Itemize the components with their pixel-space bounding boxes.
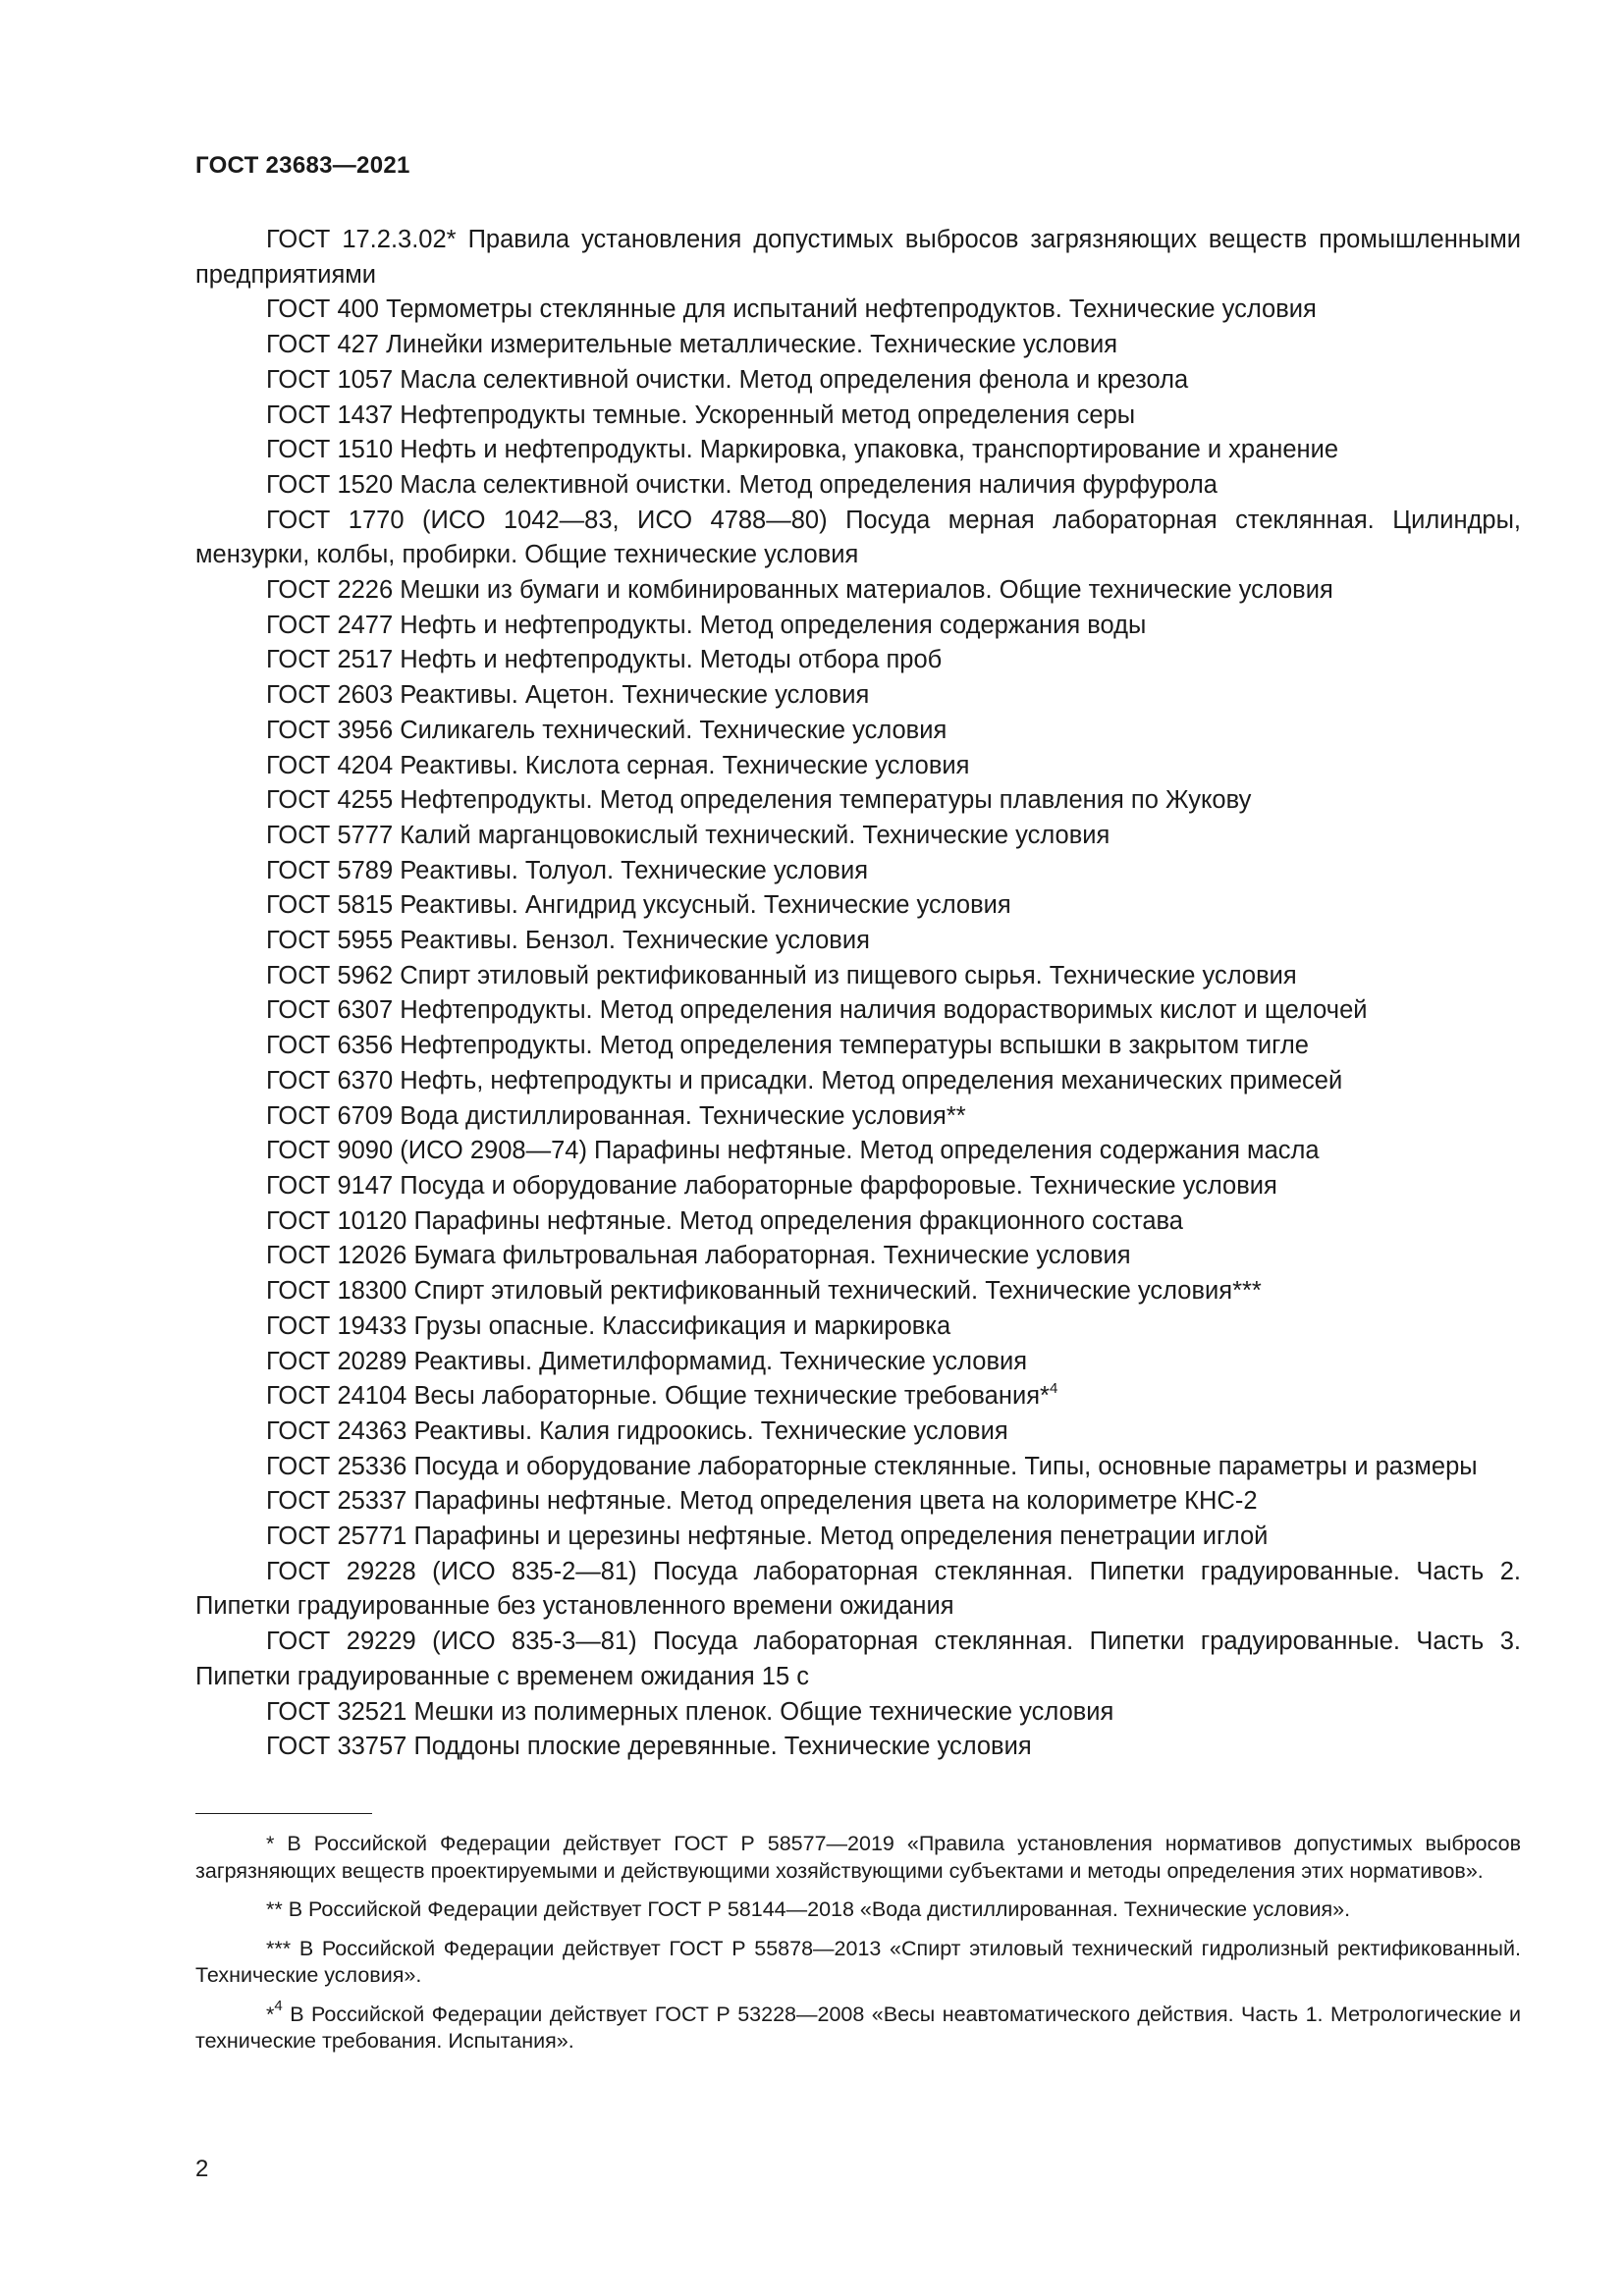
reference-item <box>195 854 1521 889</box>
reference-code: ГОСТ 25336 <box>266 1452 407 1480</box>
reference-title: Нефтепродукты темные. Ускоренный метод определения серы <box>400 400 1136 429</box>
reference-code: ГОСТ 6370 <box>266 1066 394 1095</box>
reference-title: Силикагель технический. Технические условия <box>400 716 947 744</box>
reference-title: Правила установления допустимых выбросов загрязняющих веществ промышленными предприятиями <box>195 226 1521 289</box>
reference-code: ГОСТ 1770 (ИСО 1042—83, ИСО 4788—80) <box>266 506 828 534</box>
reference-item <box>195 1274 1521 1309</box>
reference-code: ГОСТ 5777 <box>266 821 394 849</box>
footnote-text: В Российской Федерации действует ГОСТ Р 58144—2018 «Вода дистиллированная. Технические условия». <box>288 1897 1351 1921</box>
reference-item <box>195 293 1521 328</box>
reference-item <box>195 1309 1521 1345</box>
reference-code: ГОСТ 24104 <box>266 1382 407 1411</box>
reference-title: Нефтепродукты. Метод определения температуры плавления по Жукову <box>400 786 1252 815</box>
reference-title: Посуда лабораторная стеклянная. Пипетки градуированные. Часть 2. Пипетки градуированные без установленного времени ожидания <box>195 1557 1521 1621</box>
reference-code: ГОСТ 25771 <box>266 1522 407 1551</box>
reference-item <box>195 1134 1521 1169</box>
reference-code: ГОСТ 29229 (ИСО 835-3—81) <box>266 1628 637 1656</box>
reference-title: Термометры стеклянные для испытаний нефтепродуктов. Технические условия <box>386 295 1317 324</box>
footnote-text: В Российской Федерации действует ГОСТ Р 55878—2013 «Спирт этиловый технический гидролизный ректификованный. Технические условия». <box>195 1936 1521 1987</box>
reference-item <box>195 819 1521 854</box>
reference-title: Парафины и церезины нефтяные. Метод определения пенетрации иглой <box>413 1522 1269 1551</box>
normative-references-list <box>195 223 1521 1765</box>
reference-title: Мешки из бумаги и комбинированных материалов. Общие технические условия <box>400 576 1333 605</box>
reference-title: Спирт этиловый ректификованный технический. Технические условия*** <box>413 1277 1262 1306</box>
reference-code: ГОСТ 6709 <box>266 1101 394 1130</box>
reference-item <box>195 573 1521 609</box>
reference-code: ГОСТ 24363 <box>266 1416 407 1445</box>
footnote-text: В Российской Федерации действует ГОСТ Р 53228—2008 «Весы неавтоматического действия. Часть 1. Метрологические и технические требования. Испытания». <box>195 2002 1521 2053</box>
reference-code: ГОСТ 5962 <box>266 961 394 989</box>
reference-code: ГОСТ 2603 <box>266 681 394 710</box>
reference-title: Спирт этиловый ректификованный из пищевого сырья. Технические условия <box>400 961 1297 989</box>
reference-code: ГОСТ 19433 <box>266 1311 407 1340</box>
reference-title: Линейки измерительные металлические. Технические условия <box>386 331 1118 359</box>
reference-title: Посуда и оборудование лабораторные стеклянные. Типы, основные параметры и размеры <box>413 1452 1478 1480</box>
reference-title: Парафины нефтяные. Метод определения фракционного состава <box>413 1206 1183 1235</box>
reference-title: Реактивы. Бензол. Технические условия <box>400 927 870 955</box>
reference-item <box>195 1169 1521 1204</box>
reference-item <box>195 993 1521 1029</box>
footnote-mark: * <box>266 2002 275 2026</box>
reference-code: ГОСТ 17.2.3.02* <box>266 226 457 253</box>
footnote-item <box>195 1998 1521 2056</box>
reference-title: Реактивы. Ангидрид уксусный. Технические условия <box>400 891 1011 920</box>
reference-title: Поддоны плоские деревянные. Технические условия <box>413 1733 1032 1761</box>
reference-item <box>195 399 1521 434</box>
reference-code: ГОСТ 1520 <box>266 470 394 499</box>
reference-code: ГОСТ 4204 <box>266 751 394 779</box>
reference-title: Масла селективной очистки. Метод определения фенола и крезола <box>400 365 1189 394</box>
reference-code: ГОСТ 9090 (ИСО 2908—74) <box>266 1137 587 1165</box>
reference-title: Нефть и нефтепродукты. Методы отбора проб <box>400 646 943 674</box>
reference-item <box>195 678 1521 714</box>
reference-item <box>195 924 1521 959</box>
reference-item <box>195 959 1521 994</box>
reference-item <box>195 1730 1521 1765</box>
reference-item <box>195 714 1521 749</box>
footnote-mark: * <box>266 1832 275 1855</box>
reference-title: Реактивы. Диметилформамид. Технические условия <box>413 1347 1028 1375</box>
reference-item <box>195 1029 1521 1064</box>
reference-item <box>195 1415 1521 1450</box>
reference-title: Нефть и нефтепродукты. Метод определения содержания воды <box>400 611 1147 639</box>
reference-code: ГОСТ 10120 <box>266 1206 407 1235</box>
reference-code: ГОСТ 2477 <box>266 611 394 639</box>
reference-code: ГОСТ 25337 <box>266 1487 407 1516</box>
reference-title: Реактивы. Кислота серная. Технические условия <box>400 751 970 779</box>
footnote-mark: ** <box>266 1897 283 1921</box>
reference-code: ГОСТ 1510 <box>266 436 394 464</box>
reference-title: Посуда и оборудование лабораторные фарфоровые. Технические условия <box>400 1171 1277 1200</box>
reference-title: Нефть и нефтепродукты. Маркировка, упаковка, транспортирование и хранение <box>400 436 1339 464</box>
footnote-text: В Российской Федерации действует ГОСТ Р 58577—2019 «Правила установления нормативов допустимых выбросов загрязняющих веществ проектируемыми и действующими хозяйствующими субъектами и методы определения этих нормативов». <box>195 1832 1521 1883</box>
reference-item <box>195 1484 1521 1520</box>
reference-code: ГОСТ 9147 <box>266 1171 394 1200</box>
footnote-item <box>195 1936 1521 1990</box>
reference-item <box>195 888 1521 924</box>
reference-code: ГОСТ 33757 <box>266 1733 407 1761</box>
reference-item <box>195 1345 1521 1380</box>
reference-item <box>195 328 1521 363</box>
reference-code: ГОСТ 427 <box>266 331 379 359</box>
footnote-item <box>195 1896 1521 1924</box>
reference-code: ГОСТ 5815 <box>266 891 394 920</box>
reference-item <box>195 1204 1521 1240</box>
reference-item <box>195 749 1521 784</box>
reference-title: Вода дистиллированная. Технические условия** <box>400 1101 966 1130</box>
reference-title: Нефть, нефтепродукты и присадки. Метод определения механических примесей <box>400 1066 1343 1095</box>
footnote-item <box>195 1831 1521 1885</box>
reference-code: ГОСТ 6307 <box>266 996 394 1025</box>
page-number: 2 <box>195 2156 209 2182</box>
reference-code: ГОСТ 2226 <box>266 576 394 605</box>
reference-item <box>195 1695 1521 1731</box>
footnote-separator <box>195 1813 372 1814</box>
reference-item <box>195 363 1521 399</box>
reference-item <box>195 223 1521 293</box>
reference-item <box>195 504 1521 573</box>
reference-item <box>195 643 1521 678</box>
reference-title: Реактивы. Толуол. Технические условия <box>400 856 869 884</box>
reference-code: ГОСТ 5955 <box>266 927 394 955</box>
reference-code: ГОСТ 18300 <box>266 1277 407 1306</box>
reference-title: Мешки из полимерных пленок. Общие технические условия <box>413 1697 1114 1726</box>
footnote-mark-superscript: 4 <box>274 1998 283 2015</box>
reference-title: Весы лабораторные. Общие технические требования* <box>413 1382 1050 1411</box>
reference-title: Посуда мерная лабораторная стеклянная. Цилиндры, мензурки, колбы, пробирки. Общие технические условия <box>195 506 1521 569</box>
reference-code: ГОСТ 29228 (ИСО 835-2—81) <box>266 1557 637 1585</box>
reference-code: ГОСТ 6356 <box>266 1032 394 1060</box>
reference-title: Реактивы. Ацетон. Технические условия <box>400 681 870 710</box>
reference-title: Масла селективной очистки. Метод определения наличия фурфурола <box>400 470 1218 499</box>
reference-title: Грузы опасные. Классификация и маркировка <box>413 1311 951 1340</box>
footnote-mark: *** <box>266 1936 292 1960</box>
reference-code: ГОСТ 32521 <box>266 1697 407 1726</box>
reference-item <box>195 1099 1521 1135</box>
reference-title: Парафины нефтяные. Метод определения содержания масла <box>594 1137 1320 1165</box>
reference-item <box>195 1520 1521 1555</box>
reference-item <box>195 1450 1521 1485</box>
reference-title: Калий марганцовокислый технический. Технические условия <box>400 821 1110 849</box>
reference-item <box>195 1555 1521 1625</box>
reference-item <box>195 433 1521 468</box>
reference-item <box>195 609 1521 644</box>
reference-code: ГОСТ 400 <box>266 295 379 324</box>
reference-title: Реактивы. Калия гидроокись. Технические условия <box>413 1416 1008 1445</box>
reference-code: ГОСТ 1057 <box>266 365 394 394</box>
footnote-superscript: 4 <box>1049 1379 1058 1397</box>
reference-title: Посуда лабораторная стеклянная. Пипетки градуированные. Часть 3. Пипетки градуированные с временем ожидания 15 с <box>195 1628 1521 1690</box>
reference-code: ГОСТ 12026 <box>266 1242 407 1270</box>
page-header-title: ГОСТ 23683—2021 <box>195 152 410 179</box>
reference-code: ГОСТ 4255 <box>266 786 394 815</box>
reference-code: ГОСТ 1437 <box>266 400 394 429</box>
reference-title: Нефтепродукты. Метод определения температуры вспышки в закрытом тигле <box>400 1032 1309 1060</box>
reference-title: Бумага фильтровальная лабораторная. Технические условия <box>413 1242 1131 1270</box>
reference-code: ГОСТ 5789 <box>266 856 394 884</box>
reference-item <box>195 1064 1521 1099</box>
reference-item <box>195 1379 1521 1415</box>
reference-code: ГОСТ 3956 <box>266 716 394 744</box>
reference-title: Парафины нефтяные. Метод определения цвета на колориметре КНС-2 <box>413 1487 1258 1516</box>
reference-item <box>195 468 1521 504</box>
reference-title: Нефтепродукты. Метод определения наличия водорастворимых кислот и щелочей <box>400 996 1368 1025</box>
reference-code: ГОСТ 20289 <box>266 1347 407 1375</box>
reference-item <box>195 1625 1521 1694</box>
footnotes-list <box>195 1831 1521 2067</box>
reference-item <box>195 1239 1521 1274</box>
reference-code: ГОСТ 2517 <box>266 646 394 674</box>
reference-item <box>195 783 1521 819</box>
